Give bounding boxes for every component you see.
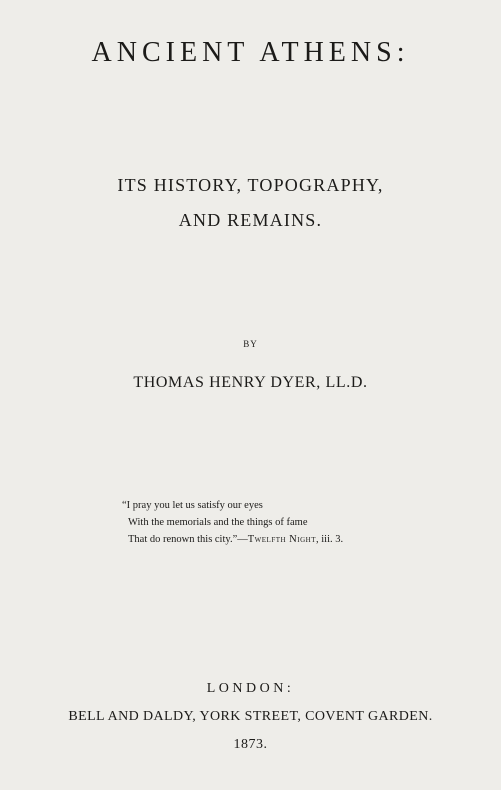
- book-title: ANCIENT ATHENS:: [91, 37, 410, 68]
- subtitle-line-1: ITS HISTORY, TOPOGRAPHY,: [117, 175, 384, 195]
- epigraph-line-2: With the memorials and the things of fame: [128, 517, 308, 528]
- imprint-city: LONDON:: [206, 681, 295, 696]
- author-name: THOMAS HENRY DYER, LL.D.: [133, 374, 368, 391]
- subtitle-line-2: AND REMAINS.: [178, 210, 323, 230]
- by-label: BY: [243, 339, 258, 349]
- epigraph-reference: , iii. 3.: [316, 534, 344, 545]
- epigraph-line-1: “I pray you let us satisfy our eyes: [122, 500, 263, 511]
- imprint-publisher: BELL AND DALDY, YORK STREET, COVENT GARDEN.: [68, 709, 433, 724]
- imprint-year: 1873.: [233, 737, 268, 752]
- epigraph-source: Twelfth Night: [247, 534, 316, 545]
- epigraph-line-3: [122, 531, 343, 548]
- epigraph: [122, 497, 343, 548]
- epigraph-line-3-text: That do renown this city.”—: [128, 534, 248, 545]
